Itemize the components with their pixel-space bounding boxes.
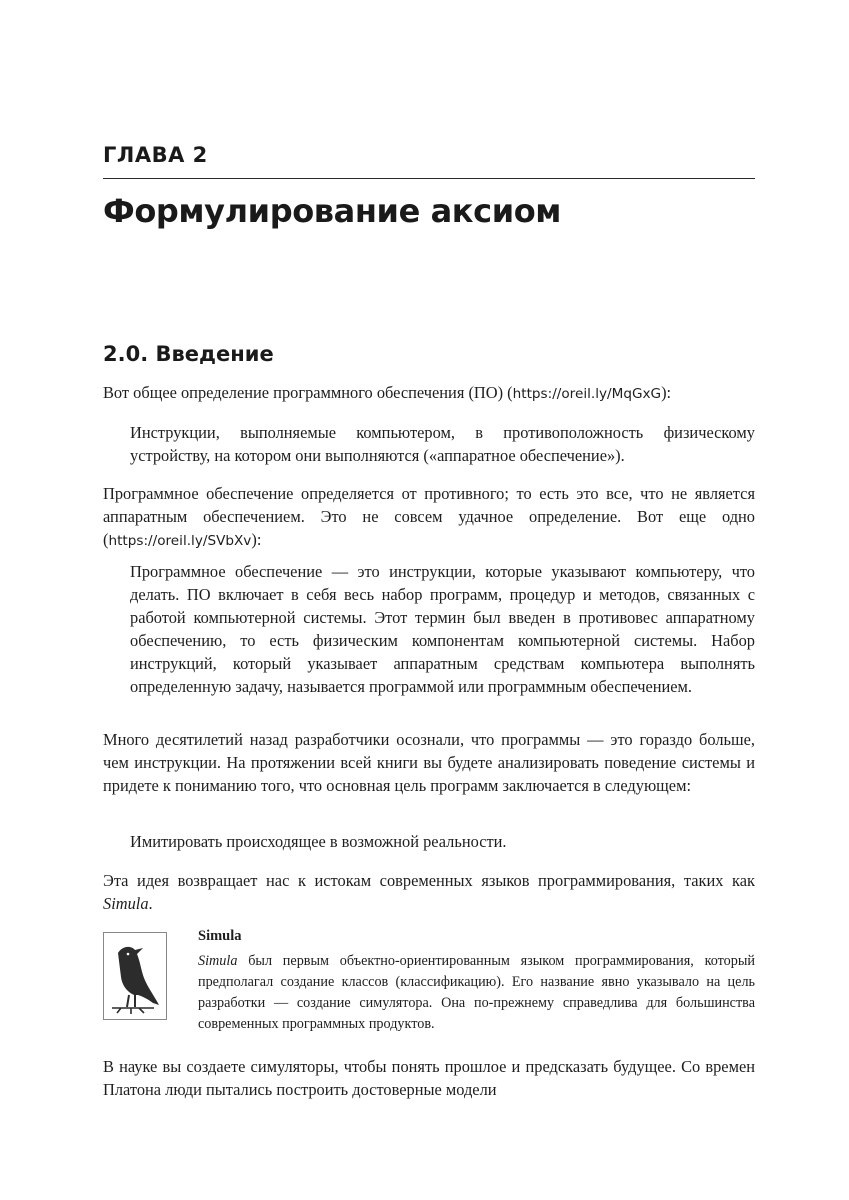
emphasis-simula: Simula: [198, 953, 238, 969]
bird-icon: [103, 932, 167, 1020]
note-box: [103, 928, 755, 1032]
paragraph-decades: Много десятилетий назад разработчики осознали, что программы — это гораздо больше, чем инструкции. На протяжении всей книги вы будете анализировать поведение системы и придете к пониманию того, что основная цель программ заключается в следующем:: [103, 730, 755, 795]
section-heading: 2.0. Введение: [103, 342, 274, 366]
emphasis-simula: Simula: [103, 894, 149, 913]
link-url[interactable]: https://oreil.ly/SVbXv: [108, 533, 252, 549]
note-body: [198, 951, 755, 1035]
paragraph-text: ):: [251, 530, 262, 549]
paragraph-text: Вот общее определение программного обеспечения (ПО) (: [103, 383, 513, 402]
link-url[interactable]: https://oreil.ly/MqGxG: [512, 386, 662, 402]
quote-simulate: Имитировать происходящее в возможной реальности.: [130, 832, 507, 851]
chapter-rule: [103, 178, 755, 179]
note-text: был первым объектно-ориентированным языком программирования, который предполагал создание классов (классификацию). Его название явно указывало на цель разработки — создание симулятора. Она по-прежнему справедлива для большинства современных программных продуктов.: [198, 953, 755, 1032]
quote-definition: Инструкции, выполняемые компьютером, в противоположность физическому устройству, на котором они выполняются («аппаратное обеспечение»).: [130, 423, 755, 465]
paragraph-negative-definition: [103, 482, 755, 553]
paragraph-text: Программное обеспечение определяется от противного; то есть это все, что не является аппаратным обеспечением. Это не совсем удачное определение. Вот еще одно (: [103, 484, 755, 549]
note-title: Simula: [198, 928, 242, 944]
paragraph-definition: [103, 381, 755, 406]
paragraph-science: В науке вы создаете симуляторы, чтобы понять прошлое и предсказать будущее. Со времен Платона люди пытались построить достоверные модели: [103, 1057, 755, 1099]
quote-software-definition: Программное обеспечение — это инструкции, которые указывают компьютеру, что делать. ПО включает в себя весь набор программ, процедур и методов, связанных с работой компьютерной системы. Этот термин был введен в противовес аппаратному обеспечению, то есть физическим компонентам компьютерной системы. Набор инструкций, который указывает аппаратным средствам компьютера выполнять определенную задачу, называется программой или программным обеспечением.: [130, 562, 755, 696]
paragraph-text: ):: [661, 383, 672, 402]
paragraph-simula: [103, 869, 755, 915]
paragraph-text: Эта идея возвращает нас к истокам современных языков программирования, таких как: [103, 871, 755, 890]
paragraph-text: .: [148, 894, 153, 913]
chapter-title: Формулирование аксиом: [103, 192, 562, 230]
chapter-label: ГЛАВА 2: [103, 143, 208, 167]
